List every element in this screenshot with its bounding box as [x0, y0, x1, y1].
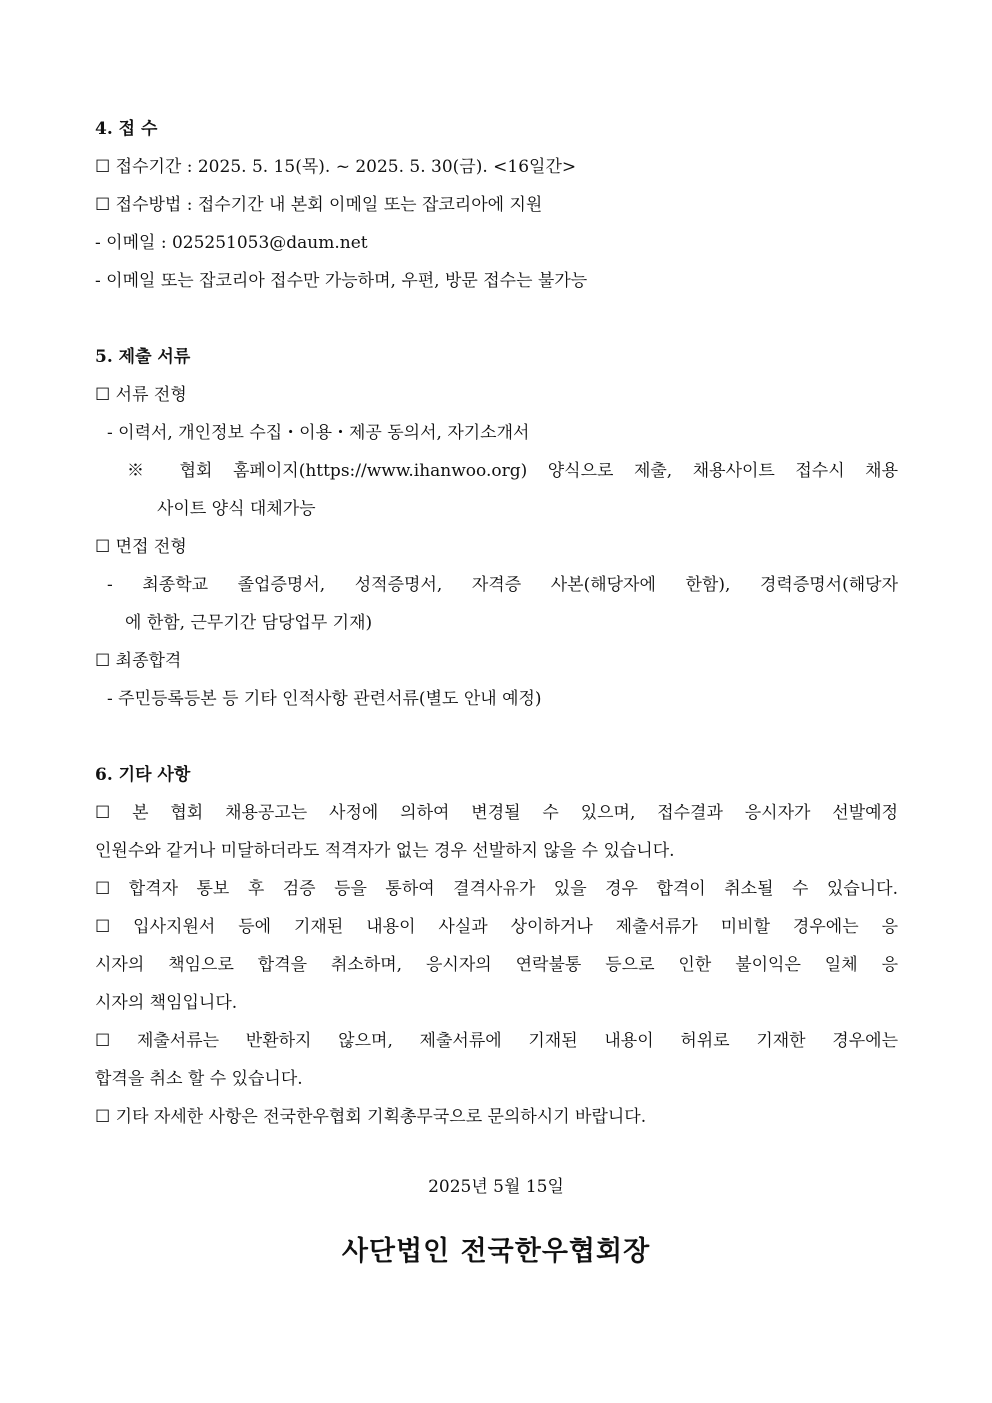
organization-signature: 사단법인 전국한우협회장	[341, 1236, 651, 1267]
other-p1-line-2: 인원수와 같거나 미달하더라도 적격자가 없는 경우 선발하지 않을 수 있습니다.	[95, 841, 675, 861]
doc-note-line-1: ※ 협회 홈페이지(https://www.ihanwoo.org) 양식으로 제출, 채용사이트 접수시 채용	[127, 461, 898, 481]
section-4-heading: 4. 접 수	[95, 119, 158, 139]
other-p1-line-1: ☐ 본 협회 채용공고는 사정에 의하여 변경될 수 있으며, 접수결과 응시자가 선발예정	[95, 803, 898, 823]
other-p3-line-1: ☐ 입사지원서 등에 기재된 내용이 사실과 상이하거나 제출서류가 미비할 경우에는 응	[95, 917, 898, 937]
reception-period: ☐ 접수기간 : 2025. 5. 15(목). ~ 2025. 5. 30(금). <16일간>	[95, 157, 577, 177]
other-p3-line-2: 시자의 책임으로 합격을 취소하며, 응시자의 연락불통 등으로 인한 불이익은 일체 응	[95, 955, 898, 975]
section-5-heading: 5. 제출 서류	[95, 347, 191, 367]
interview-list-line-2: 에 한함, 근무기간 담당업무 기재)	[125, 613, 373, 633]
other-p4-line-1: ☐ 제출서류는 반환하지 않으며, 제출서류에 기재된 내용이 허위로 기재한 경우에는	[95, 1031, 898, 1051]
document-body	[95, 110, 898, 1136]
reception-note: - 이메일 또는 잡코리아 접수만 가능하며, 우편, 방문 접수는 불가능	[95, 271, 588, 291]
other-p2: ☐ 합격자 통보 후 검증 등을 통하여 결격사유가 있을 경우 합격이 취소될 수 있습니다.	[95, 879, 898, 899]
interview-list-line-1: - 최종학교 졸업증명서, 성적증명서, 자격증 사본(해당자에 한함), 경력증명서(해당자	[107, 575, 898, 595]
announcement-date: 2025년 5월 15일	[428, 1177, 564, 1197]
reception-email: - 이메일 : 025251053@daum.net	[95, 233, 368, 253]
other-p4-line-2: 합격을 취소 할 수 있습니다.	[95, 1069, 303, 1089]
section-6-heading: 6. 기타 사항	[95, 765, 191, 785]
interview-screening: ☐ 면접 전형	[95, 537, 187, 557]
final-pass: ☐ 최종합격	[95, 651, 182, 671]
doc-note-line-2: 사이트 양식 대체가능	[157, 499, 316, 519]
doc-list: - 이력서, 개인정보 수집・이용・제공 동의서, 자기소개서	[107, 423, 530, 443]
other-p3-line-3: 시자의 책임입니다.	[95, 993, 238, 1013]
other-p5: ☐ 기타 자세한 사항은 전국한우협회 기획총무국으로 문의하시기 바랍니다.	[95, 1107, 647, 1127]
reception-method: ☐ 접수방법 : 접수기간 내 본회 이메일 또는 잡코리아에 지원	[95, 195, 543, 215]
doc-screening: ☐ 서류 전형	[95, 385, 187, 405]
final-list: - 주민등록등본 등 기타 인적사항 관련서류(별도 안내 예정)	[107, 689, 542, 709]
